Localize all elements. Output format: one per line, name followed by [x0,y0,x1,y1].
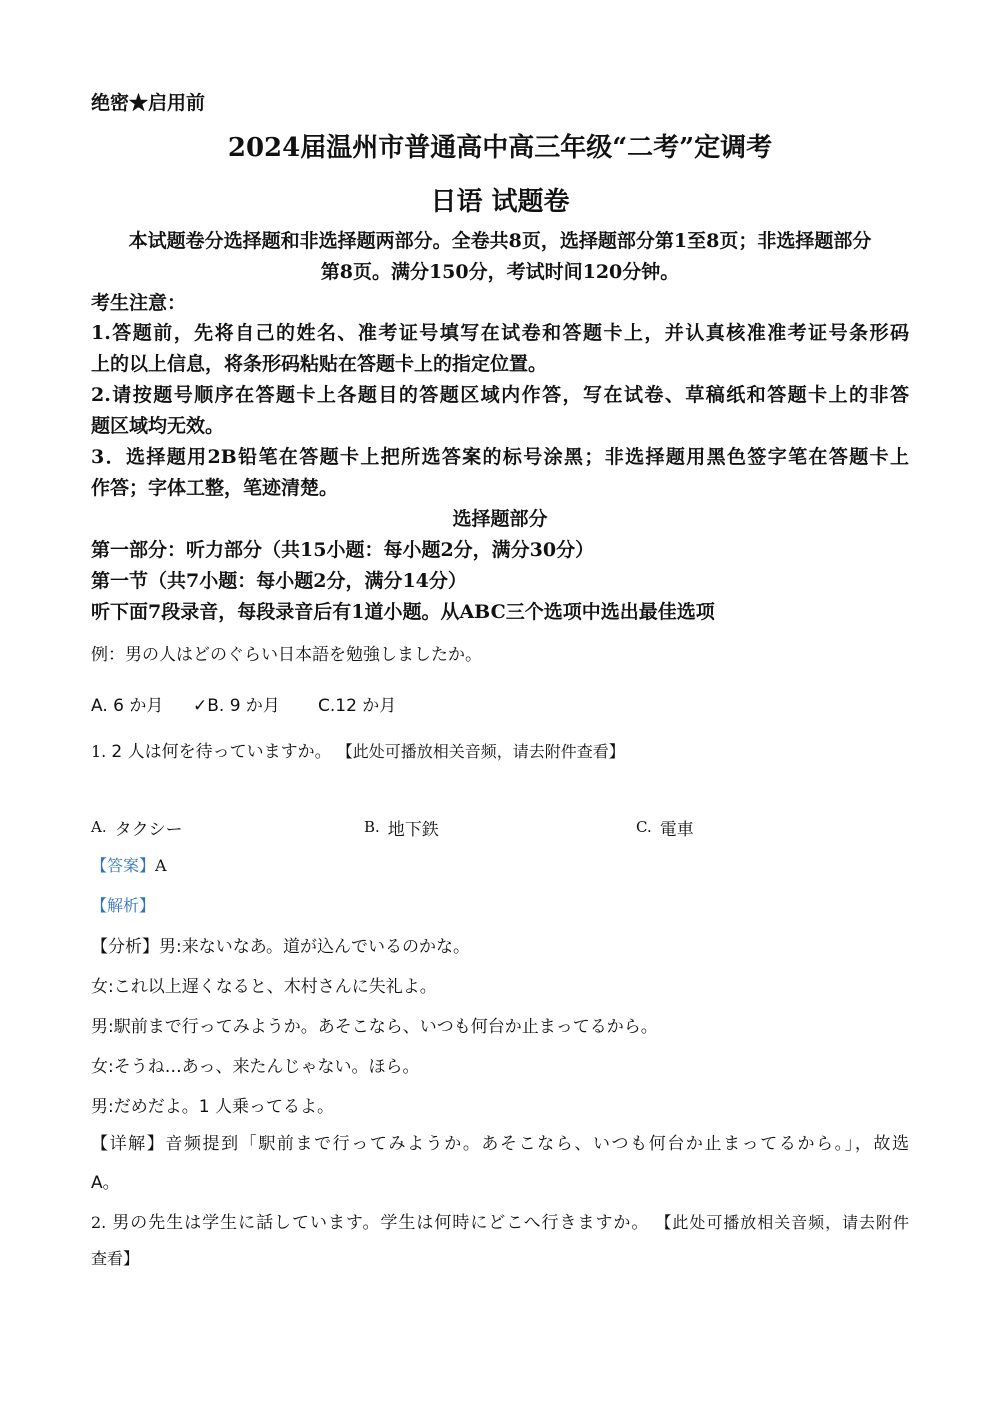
q1-option-c [636,815,694,840]
detail-line: 【详解】音频提到「駅前まで行ってみようか。あそこなら、いつも何台か止まってるから。」，故选 [91,1134,909,1154]
analysis-line: 【分析】男:来ないなあ。道が込んでいるのかな。 [91,937,471,957]
analysis-line: 男:駅前まで行ってみようか。あそこなら、いつも何台か止まってるから。 [91,1017,658,1037]
option-letter: C. [636,818,652,836]
answer-label: 【答案】 [91,856,156,875]
option-letter: B. [364,818,380,836]
answer-value: A [155,856,167,875]
notice-heading: 考生注意： [91,292,187,314]
example-option-a: A. 6 か月 [91,696,164,716]
listening-instruction: 听下面7段录音，每段录音后有1道小题。从ABC三个选项中选出最佳选项 [91,601,715,623]
intro-line-2: 第8页。满分150分，考试时间120分钟。 [320,261,680,283]
example-question: 例：男の人はどのぐらい日本語を勉強しましたか。 [91,645,482,665]
option-text: 地下鉄 [387,820,439,840]
notice-line: 3．选择题用2B铅笔在答题卡上把所选答案的标号涂黑；非选择题用黑色签字笔在答题卡上 [91,446,909,468]
notice-line: 1.答题前，先将自己的姓名、准考证号填写在试卷和答题卡上，并认真核准准考证号条形码 [91,322,909,344]
exam-title: 2024届温州市普通高中高三年级“二考”定调考 [227,133,773,163]
example-option-b: ✓B. 9 か月 [193,696,280,716]
analysis-line: 男:だめだよ。1 人乗ってるよ。 [91,1097,334,1117]
option-letter: A. [91,818,107,836]
detail-line: A。 [91,1173,120,1193]
notice-line: 作答；字体工整，笔迹清楚。 [91,477,339,499]
question-number: 1. [91,742,107,761]
q1-option-a [91,815,183,840]
question-text: 2 人は何を待っていますか。 [111,742,332,762]
confidential-label: 绝密★启用前 [91,92,206,114]
section-one-heading: 第一节（共7小题：每小题2分，满分14分） [91,570,467,592]
answer-row [91,853,167,876]
notice-line: 题区域均无效。 [91,415,225,437]
intro-line-1: 本试题卷分选择题和非选择题两部分。全卷共8页，选择题部分第1至8页；非选择题部分 [128,230,872,252]
analysis-line: 女:そうね…あっ、来たんじゃない。ほら。 [91,1057,420,1077]
analysis-label: 【解析】 [91,896,156,915]
option-text: 電車 [659,820,694,840]
question-number: 2. [91,1213,107,1232]
audio-note: 【此处可播放相关音频，请去附件 [655,1213,909,1232]
section-title: 选择题部分 [452,508,548,530]
notice-line: 2.请按题号顺序在答题卡上各题目的答题区域内作答，写在试卷、草稿纸和答题卡上的非答 [91,384,909,406]
part-one-heading: 第一部分：听力部分（共15小题：每小题2分，满分30分） [91,539,595,561]
question-2 [91,1208,909,1233]
audio-note: 【此处可播放相关音频，请去附件查看】 [336,742,625,761]
notice-line: 上的以上信息，将条形码粘贴在答题卡上的指定位置。 [91,353,548,375]
question-1 [91,737,625,762]
option-text: タクシー [114,820,183,840]
audio-note-continued: 查看】 [91,1249,140,1268]
question-text: 男の先生は学生に話しています。学生は何時にどこへ行きますか。 [112,1213,650,1233]
analysis-line: 女:これ以上遅くなると、木村さんに失礼よ。 [91,977,437,997]
example-option-c: C.12 か月 [318,696,397,716]
exam-subtitle: 日语 试题卷 [430,187,570,217]
q1-option-b [364,815,439,840]
